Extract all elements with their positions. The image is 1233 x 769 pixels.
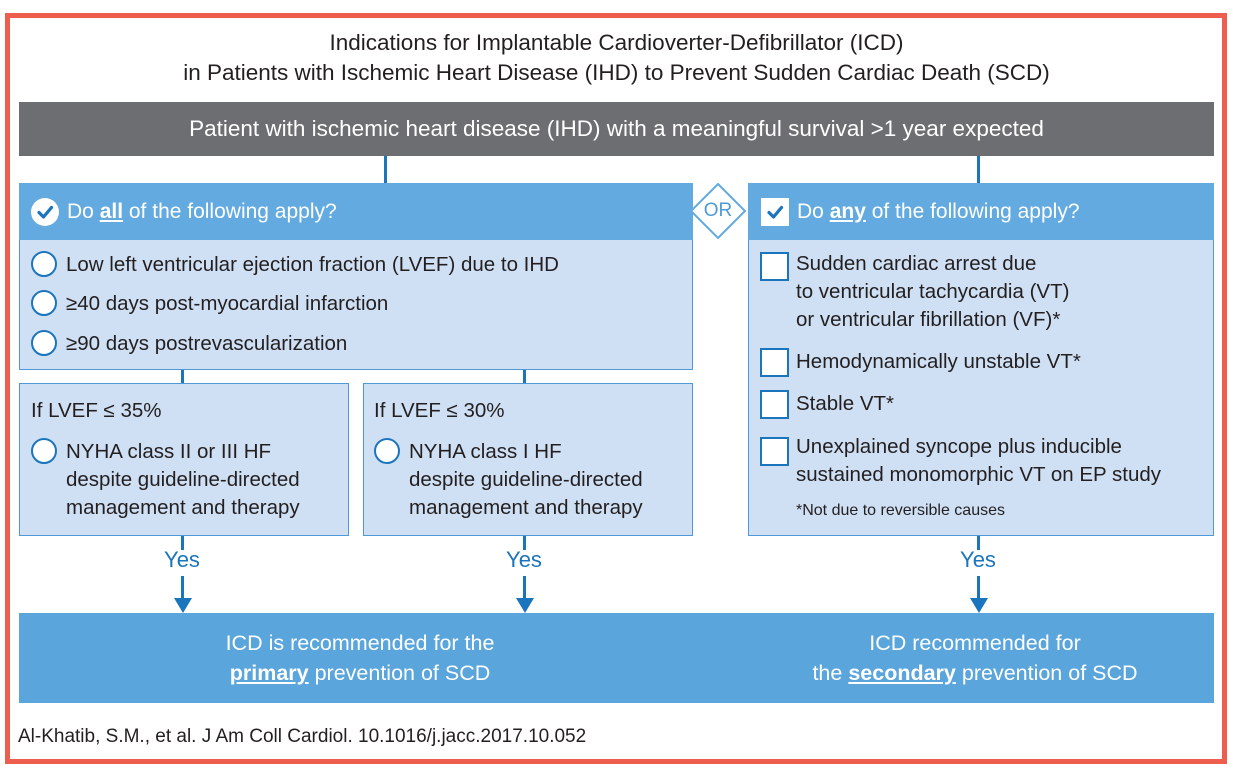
any-header-post: of the following apply? [865,199,1080,223]
square-icon [760,348,789,377]
primary-prevention-result [120,628,600,688]
connector-left [384,156,387,183]
lvef30-criterion-text: NYHA class I HF despite guideline-directed management and therapy [409,440,643,519]
criterion-cardiac-arrest-text: Sudden cardiac arrest due to ventricular tachycardia (VT) or ventricular fibrillation (VF)* [796,252,1070,331]
criterion-syncope [760,433,1161,489]
lvef35-title-text: If LVEF ≤ 35% [31,399,162,422]
all-header-emph: all [99,199,124,223]
footnote: *Not due to reversible causes [796,502,1005,519]
circle-icon [374,438,400,464]
secondary-rest: prevention of SCD [955,661,1138,685]
yes-label-left: Yes [164,547,200,572]
citation: Al-Khatib, S.M., et al. J Am Coll Cardiol. 10.1016/j.jacc.2017.10.052 [18,726,587,747]
arrow-down-icon [970,598,988,613]
yes-label-right: Yes [960,547,996,572]
arrow-down-icon [174,598,192,613]
all-header-pre: Do [67,199,100,223]
lvef30-title-text: If LVEF ≤ 30% [374,399,505,422]
any-header-emph: any [829,199,866,223]
arrow-down-icon [516,598,534,613]
or-label: OR [703,200,733,221]
circle-icon [31,290,57,316]
criterion-stable-vt-text: Stable VT* [796,392,894,415]
criterion-cardiac-arrest [760,250,1069,334]
square-icon [760,437,789,466]
check-square-icon [761,198,789,226]
criterion-postrevasc [31,330,347,358]
criterion-stable-vt [760,390,894,419]
circle-icon [31,330,57,356]
connector-right [977,156,980,183]
primary-emph: primary [229,661,309,685]
lvef30-title [374,397,505,425]
secondary-emph: secondary [848,661,956,685]
yes-label-mid: Yes [506,547,542,572]
criterion-post-mi-text: ≥40 days post-myocardial infarction [66,292,389,315]
yes-line-right-bottom [977,576,980,600]
connector-lvef35 [181,370,184,383]
criterion-lvef-text: Low left ventricular ejection fraction (LVEF) due to IHD [66,253,559,276]
lvef35-title [31,397,162,425]
primary-rest: prevention of SCD [308,661,491,685]
yes-line-left-bottom [181,576,184,600]
square-icon [760,252,789,281]
title-line-1: Indications for Implantable Cardioverter-Defibrillator (ICD) [329,30,904,55]
any-header-pre: Do [797,199,830,223]
criterion-unstable-vt-text: Hemodynamically unstable VT* [796,350,1081,373]
criterion-lvef [31,251,559,279]
all-header-post: of the following apply? [123,199,337,223]
secondary-prevention-result [735,628,1215,688]
connector-lvef30 [523,370,526,383]
figure-title [20,28,1213,88]
secondary-pre: the [812,661,849,685]
patient-criteria-text: Patient with ischemic heart disease (IHD) with a meaningful survival >1 year expected [189,116,1044,141]
criterion-unstable-vt [760,348,1081,377]
secondary-line-1: ICD recommended for [869,631,1081,655]
lvef35-criterion-text: NYHA class II or III HF despite guideline-directed management and therapy [66,440,300,519]
or-diamond [690,183,746,239]
yes-line-mid-bottom [523,576,526,600]
patient-criteria-bar [19,102,1214,156]
criterion-postrevasc-text: ≥90 days postrevascularization [66,332,348,355]
all-criteria-header [19,183,693,240]
circle-icon [31,438,57,464]
primary-line-1: ICD is recommended for the [225,631,495,655]
lvef30-criterion [374,438,643,522]
any-criteria-header [748,183,1214,240]
criterion-syncope-text: Unexplained syncope plus inducible sustained monomorphic VT on EP study [796,435,1162,486]
check-circle-icon [31,198,59,226]
square-icon [760,390,789,419]
title-line-2: in Patients with Ischemic Heart Disease (IHD) to Prevent Sudden Cardiac Death (SCD) [183,60,1050,85]
lvef35-criterion [31,438,300,522]
circle-icon [31,251,57,277]
criterion-post-mi [31,290,388,318]
